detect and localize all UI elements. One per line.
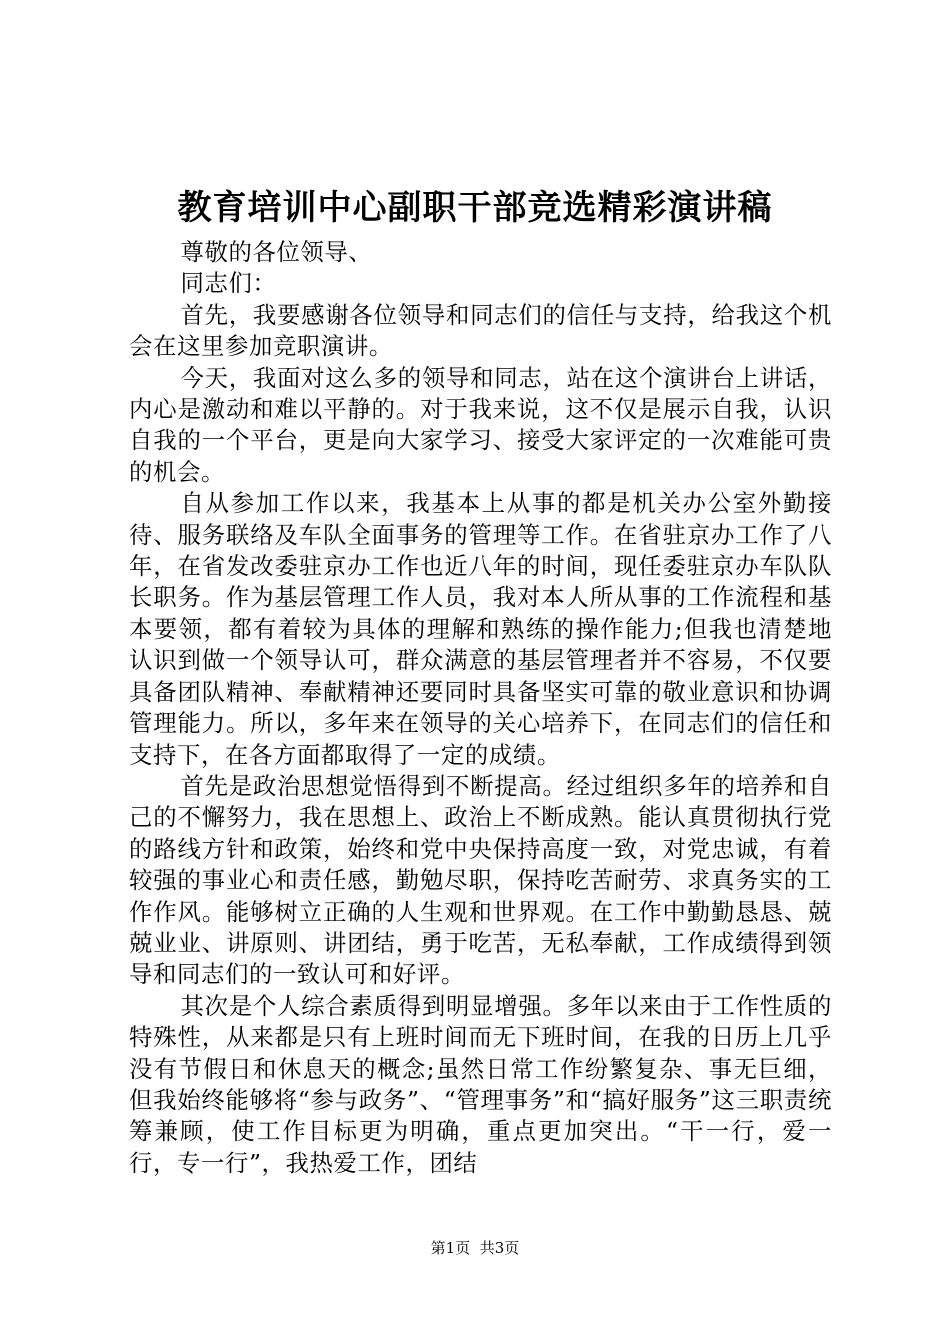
page-total: 共3页 (479, 1239, 520, 1257)
document-body (129, 237, 832, 1179)
paragraph-thanks: 首先，我要感谢各位领导和同志们的信任与支持，给我这个机会在这里参加竞职演讲。 (129, 300, 832, 361)
salutation-line-1: 尊敬的各位领导、 (180, 238, 373, 266)
page-footer (0, 1238, 950, 1258)
page-number: 第1页 (430, 1239, 471, 1257)
paragraph-today: 今天，我面对这么多的领导和同志，站在这个演讲台上讲话，内心是激动和难以平静的。对于我来说，这不仅是展示自我，认识自我的一个平台，更是向大家学习、接受大家评定的一次难能可贵的机会。 (129, 363, 832, 486)
paragraph-work-history: 自从参加工作以来，我基本上从事的都是机关办公室外勤接待、服务联络及车队全面事务的管理等工作。在省驻京办工作了八年，在省发改委驻京办工作也近八年的时间，现任委驻京办车队队长职务。作为基层管理工作人员，我对本人所从事的工作流程和基本要领，都有着较为具体的理解和熟练的操作能力;但我也清楚地认识到做一个领导认可，群众满意的基层管理者并不容易，不仅要具备团队精神、奉献精神还要同时具备坚实可靠的敬业意识和协调管理能力。所以，多年来在领导的关心培养下，在同志们的信任和支持下，在各方面都取得了一定的成绩。 (129, 489, 832, 769)
document-title: 教育培训中心副职干部竞选精彩演讲稿 (177, 188, 773, 228)
paragraph-political: 首先是政治思想觉悟得到不断提高。经过组织多年的培养和自己的不懈努力，我在思想上、政治上不断成熟。能认真贯彻执行党的路线方针和政策，始终和党中央保持高度一致，对党忠诚，有着较强的事业心和责任感，勤勉尽职，保持吃苦耐劳、求真务实的工作作风。能够树立正确的人生观和世界观。在工作中勤勤恳恳、兢兢业业、讲原则、讲团结，勇于吃苦，无私奉献，工作成绩得到领导和同志们的一致认可和好评。 (129, 771, 832, 989)
salutation-line-2: 同志们： (180, 269, 277, 298)
paragraph-quality: 其次是个人综合素质得到明显增强。多年以来由于工作性质的特殊性，从来都是只有上班时间而无下班时间，在我的日历上几乎没有节假日和休息天的概念;虽然日常工作纷繁复杂、事无巨细，但我始终能够将“参与政务”、“管理事务”和“搞好服务”这三职责统筹兼顾，使工作目标更为明确，重点更加突出。“干一行，爱一行，专一行”，我热爱工作，团结 (129, 991, 832, 1177)
